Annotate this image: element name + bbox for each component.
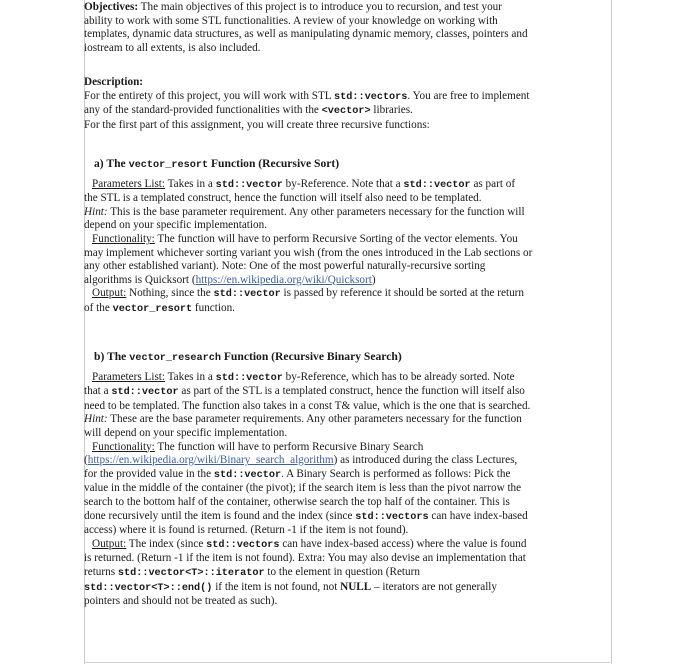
- part-a-section: [84, 157, 606, 317]
- part-b-suffix: Function (Recursive Binary Search): [220, 350, 402, 363]
- description-text-1a: For the entirety of this project, you will work with STL: [84, 89, 335, 102]
- objectives-section: [84, 1, 606, 55]
- parameters-list-label: Parameters List:: [92, 177, 166, 190]
- part-b-o4b: – iterators are not generally: [371, 580, 498, 593]
- description-line-1: [84, 90, 606, 105]
- output-label: Output:: [92, 537, 127, 550]
- description-text-2b: libraries.: [370, 104, 413, 117]
- part-b-func-line-5: search to the bottom half of the container, otherwise search the top half of the container. This is: [84, 495, 510, 508]
- part-a-o1a: Nothing, since the: [126, 287, 214, 300]
- objectives-line-2: ability to work with some STL functionalities. A review of your knowledge on working with: [84, 14, 498, 27]
- part-b-func-line-6: [84, 510, 606, 525]
- part-b-params-line-5: will depend on your specific implementation.: [84, 426, 288, 439]
- objectives-label: Objectives:: [84, 1, 139, 13]
- part-b-o4a: if the item is not found, not: [212, 580, 341, 593]
- code-std-vector: std::vector: [215, 179, 283, 191]
- description-label: Description:: [84, 76, 144, 88]
- part-b-o1a: The index (since: [126, 537, 207, 550]
- part-a-p1b: by-Reference. Note that a: [282, 177, 404, 190]
- part-a-hint-line: [84, 206, 606, 220]
- part-b-prefix: b) The: [94, 350, 130, 363]
- part-b-hint-line: [84, 413, 606, 427]
- part-a-o2a: of the: [84, 301, 113, 314]
- part-a-params-line-2: the STL is a templated construct, hence the function will itself also need to be templated.: [84, 192, 482, 205]
- code-std-vector: std::vector: [403, 179, 471, 191]
- part-a-prefix: a) The: [94, 157, 129, 170]
- page-bottom-divider: [84, 662, 610, 663]
- code-vector-resort: vector_resort: [112, 303, 193, 315]
- part-a-f4a: algorithms is Quicksort (: [84, 273, 196, 286]
- code-vector-research: vector_research: [129, 353, 221, 364]
- part-b-p1b: by-Reference, which has to be already sorted. Note: [282, 370, 515, 383]
- part-a-func-line-2: may implement whichever sorting variant you wish (from the ones introduced in the Lab sections or: [84, 246, 533, 259]
- part-b-o3a: returns: [84, 565, 118, 578]
- code-std-vector: std::vector: [111, 387, 179, 399]
- part-b-p2b: as part of the STL is a templated construct, hence the function will itself also: [178, 385, 525, 398]
- part-a-func-line-4: [84, 274, 606, 288]
- part-b-func-line-2: (https://en.wikipedia.org/wiki/Binary_search_algorithm) as introduced during the class Lectures,: [84, 454, 518, 467]
- objectives-line-4: iostream to all extents, is also included.: [84, 41, 261, 54]
- part-b-func-line-3: [84, 468, 606, 483]
- code-std-vectors: std::vectors: [334, 91, 408, 103]
- output-label: Output:: [92, 287, 127, 300]
- description-section: [84, 76, 606, 132]
- part-a-params-line-1: [84, 178, 606, 193]
- part-a-p1c: as part of: [470, 177, 516, 190]
- objectives-text-1: The main objectives of this project is to introduce you to recursion, and test your: [140, 1, 503, 13]
- part-b-f3b: . A Binary Search is performed as follows: Pick the: [281, 467, 511, 480]
- description-text-1b: . You are free to implement: [407, 89, 530, 102]
- part-b-params-line-2: [84, 385, 606, 400]
- part-b-output-line-5: pointers and should not be treated as such).: [84, 595, 278, 608]
- part-b-params-line-1: [84, 371, 606, 386]
- code-std-vectors: std::vectors: [206, 539, 280, 551]
- part-b-f6b: can have index-based: [428, 509, 528, 522]
- quicksort-link[interactable]: https://en.wikipedia.org/wiki/Quicksort: [195, 273, 372, 286]
- code-std-vector: std::vector: [215, 372, 283, 384]
- functionality-label: Functionality:: [92, 232, 155, 245]
- part-b-p4: These are the base parameter requirements. Any other parameters necessary for the function: [107, 413, 522, 426]
- code-vector-iterator: std::vector<T>::iterator: [117, 567, 265, 579]
- hint-label: Hint:: [84, 413, 108, 426]
- part-b-f2b: as introduced during the class Lectures,: [337, 454, 518, 467]
- part-b-f3a: for the provided value in the: [84, 467, 214, 480]
- code-std-vector: std::vector: [213, 469, 282, 481]
- part-b-output-line-1: [84, 538, 606, 553]
- objectives-line-3: templates, dynamic data structures, as well as manipulating dynamic memory, classes, pointers and: [84, 28, 528, 41]
- code-std-vectors: std::vectors: [355, 511, 429, 523]
- part-a-heading: [84, 157, 606, 173]
- binary-search-link[interactable]: https://en.wikipedia.org/wiki/Binary_search_algorithm: [87, 454, 334, 467]
- part-b-func-line-7: access) where it is found is returned. (Return -1 if the item is not found).: [84, 524, 409, 537]
- part-b-output-line-3: [84, 566, 606, 581]
- hint-label: Hint:: [84, 205, 108, 218]
- null-keyword: NULL: [340, 580, 372, 593]
- part-a-p3: This is the base parameter requirement. Any other parameters necessary for the function will: [107, 205, 525, 218]
- part-a-o1b: is passed by reference it should be sorted at the return: [280, 287, 524, 300]
- code-vector-resort: vector_resort: [128, 160, 209, 171]
- parameters-list-label: Parameters List:: [92, 370, 166, 383]
- part-a-output-line-2: [84, 302, 606, 317]
- part-a-params-line-4: depend on your specific implementation.: [84, 219, 267, 232]
- part-b-p2a: that a: [84, 385, 112, 398]
- code-vector-header: <vector>: [321, 106, 371, 118]
- part-a-func-line-1: [84, 233, 606, 247]
- part-a-suffix: Function (Recursive Sort): [208, 157, 340, 170]
- part-b-f6a: done recursively until the item is found and the index (since: [84, 509, 356, 522]
- part-b-p1a: Takes in a: [165, 370, 216, 383]
- part-a-output-line-1: [84, 287, 606, 302]
- part-b-o1b: can have index-based access) where the value is found: [279, 537, 527, 550]
- part-b-heading: [84, 350, 606, 366]
- part-b-output-line-4: [84, 581, 606, 596]
- description-line-2: [84, 104, 606, 119]
- part-b-o3b: to the element in question (Return: [264, 565, 420, 578]
- part-b-func-line-1: [84, 441, 606, 455]
- code-std-vector: std::vector: [213, 289, 281, 301]
- code-vector-end: std::vector<T>::end(): [84, 582, 213, 594]
- part-b-params-line-3: need to be templated. The function also takes in a const T& value, which is the one that is searched.: [84, 399, 531, 412]
- part-a-p1a: Takes in a: [165, 177, 216, 190]
- part-b-func-line-4: value in the middle of the container (the pivot); if the search item is less than the pivot narrow the: [84, 482, 522, 495]
- functionality-label: Functionality:: [92, 440, 155, 453]
- part-a-f1: The function will have to perform Recursive Sorting of the vector elements. You: [154, 232, 518, 245]
- part-a-func-line-3: any other established variant). Note: One of the most powerful naturally-recursive sorting: [84, 260, 486, 273]
- part-a-o2b: function.: [192, 301, 235, 314]
- part-b-f1: The function will have to perform Recursive Binary Search: [154, 440, 424, 453]
- objectives-line-1: [84, 1, 606, 15]
- description-text-2a: any of the standard-provided functionalities with the: [84, 104, 322, 117]
- description-line-3: For the first part of this assignment, you will create three recursive functions:: [84, 118, 430, 131]
- part-a-f4b: ): [371, 273, 376, 286]
- part-b-output-line-2: is returned. (Return -1 if the item is not found). Extra: You may also devise an implementation that: [84, 552, 526, 565]
- part-b-section: [84, 350, 606, 609]
